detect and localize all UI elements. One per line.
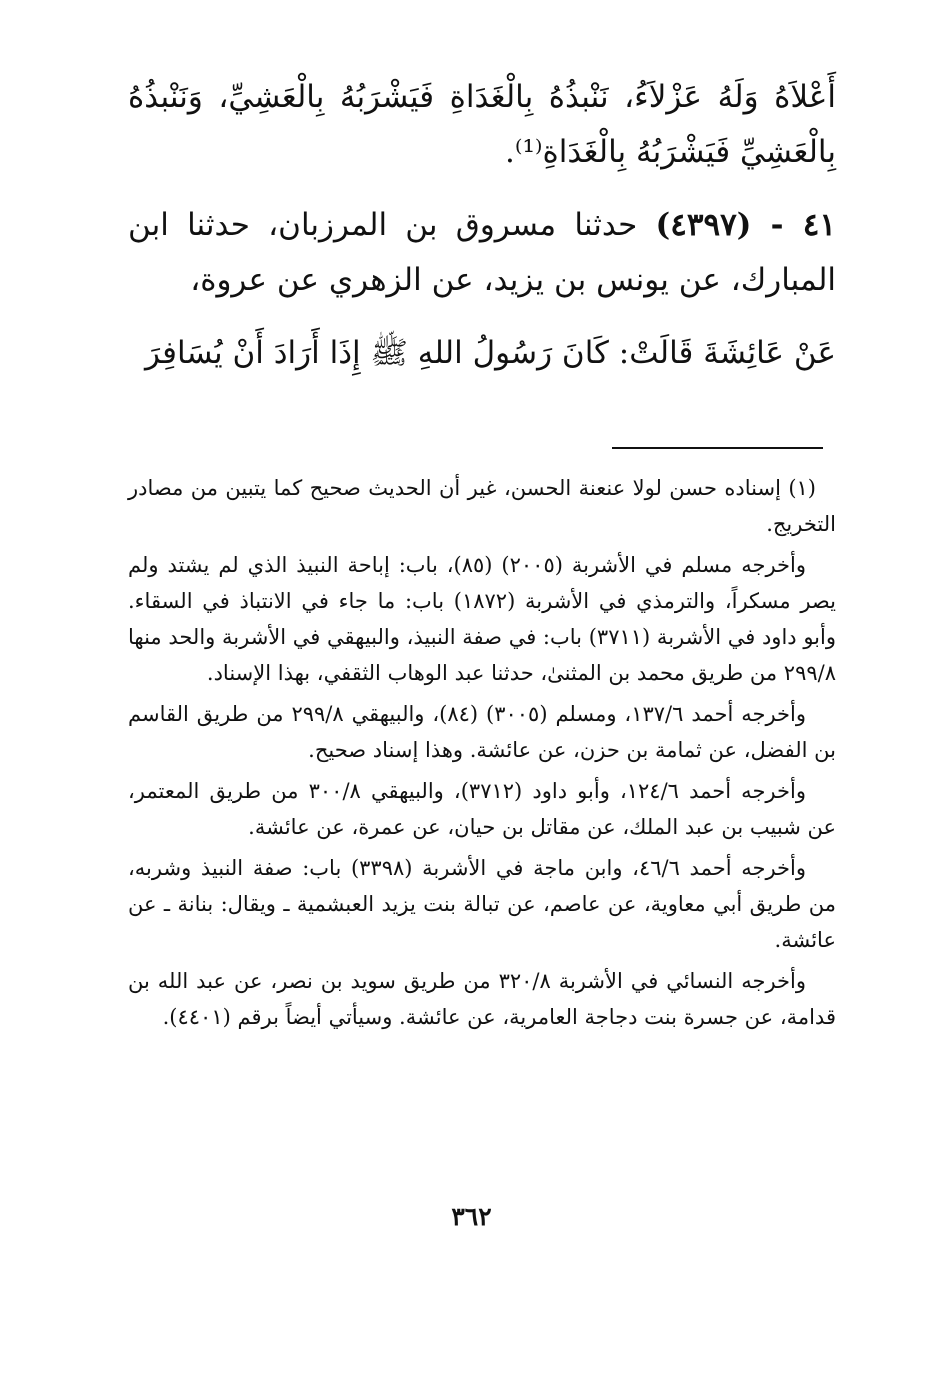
footnote-paragraph: وأخرجه النسائي في الأشربة ٣٢٠/٨ من طريق سويد بن نصر، عن عبد الله بن قدامة، عن جسرة بنت دجاجة العامرية، عن عائشة. وسيأتي أيضاً برقم (٤٤٠١).	[128, 969, 836, 1029]
footnote-paragraph: وأخرجه أحمد ٤٦/٦، وابن ماجة في الأشربة (٣٣٩٨) باب: صفة النبيذ وشربه، من طريق أبي معاوية، عن عاصم، عن تبالة بنت يزيد العبشمية ـ ويقال: بنانة ـ عن عائشة.	[128, 856, 836, 952]
footnote-paragraph: وأخرجه مسلم في الأشربة (٢٠٠٥) (٨٥)، باب: إباحة النبيذ الذي لم يشتد ولم يصر مسكراً، والترمذي في الأشربة (١٨٧٢) باب: ما جاء في الانتباذ في السقاء. وأبو داود في الأشربة (٣٧١١) باب: في صفة النبيذ، والبيهقي في الأشربة والحد منها ٢٩٩/٨ من طريق محمد بن المثنىٰ، حدثنا عبد الوهاب الثقفي، بهذا الإسناد.	[128, 553, 836, 685]
main-text	[128, 70, 836, 381]
hadith-isnad: حدثنا مسروق بن المرزبان، حدثنا ابن المبارك، عن يونس بن يزيد، عن الزهري عن عروة،	[128, 207, 836, 298]
hadith-number: ٤١ - (٤٣٩٧)	[655, 207, 836, 243]
hadith-entry	[128, 198, 836, 308]
footnote-paragraph: وأخرجه أحمد ١٣٧/٦، ومسلم (٣٠٠٥) (٨٤)، والبيهقي ٢٩٩/٨ من طريق القاسم بن الفضل، عن ثمامة بن حزن، عن عائشة. وهذا إسناد صحيح.	[128, 702, 836, 762]
page-number: ٣٦٢	[451, 1202, 492, 1231]
footnote-separator	[612, 447, 823, 449]
footnotes	[128, 470, 836, 1040]
opening-text: أَعْلاَهُ وَلَهُ عَزْلاَءُ، نَنْبذُهُ بِالْغَدَاةِ فَيَشْرَبُهُ بِالْعَشِيِّ، وَنَنْبذُهُ بِالْعَشِيِّ فَيَشْرَبُهُ بِالْغَدَاةِ⁽¹⁾.	[128, 79, 836, 170]
hadith-matn: عَنْ عَائِشَةَ قَالَتْ: كَانَ رَسُولُ اللهِ ﷺ إِذَا أَرَادَ أَنْ يُسَافِرَ	[145, 335, 836, 371]
footnote-paragraph: (١) إسناده حسن لولا عنعنة الحسن، غير أن الحديث صحيح كما يتبين من مصادر التخريج.	[128, 476, 836, 536]
footnote-paragraph: وأخرجه أحمد ١٢٤/٦، وأبو داود (٣٧١٢)، والبيهقي ٣٠٠/٨ من طريق المعتمر، عن شبيب بن عبد الملك، عن مقاتل بن حيان، عن عمرة، عن عائشة.	[128, 779, 836, 839]
